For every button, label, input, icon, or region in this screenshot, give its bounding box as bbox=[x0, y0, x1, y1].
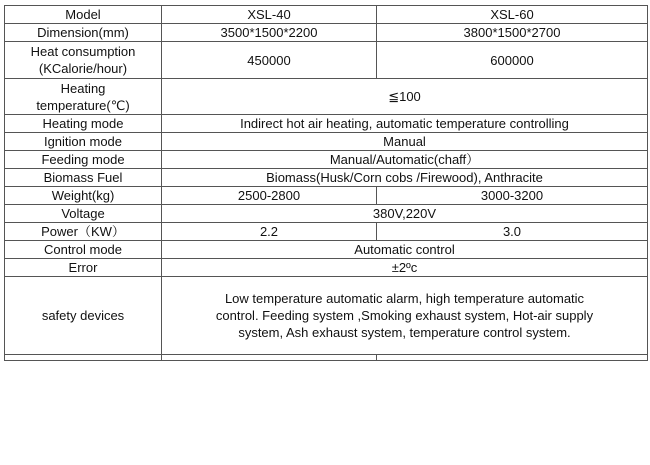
row-label-safety-devices: safety devices bbox=[5, 277, 162, 355]
voltage-value: 380V,220V bbox=[162, 205, 648, 223]
power-a: 2.2 bbox=[162, 223, 377, 241]
row-label-power: Power（KW） bbox=[5, 223, 162, 241]
row-label-heating-temperature bbox=[5, 79, 162, 115]
heating-mode-value: Indirect hot air heating, automatic temperature controlling bbox=[162, 115, 648, 133]
weight-b: 3000-3200 bbox=[377, 187, 648, 205]
weight-a: 2500-2800 bbox=[162, 187, 377, 205]
table-row-heating-temperature bbox=[5, 79, 648, 115]
row-label-heat-consumption bbox=[5, 42, 162, 79]
spec-table bbox=[4, 5, 648, 361]
safety-devices-line1: Low temperature automatic alarm, high temperature automatic bbox=[224, 291, 585, 306]
error-value: ±2ºc bbox=[162, 259, 648, 277]
row-label-feeding-mode: Feeding mode bbox=[5, 151, 162, 169]
row-label-model: Model bbox=[5, 6, 162, 24]
table-row-ignition-mode bbox=[5, 133, 648, 151]
safety-devices-line3: system, Ash exhaust system, temperature control system. bbox=[238, 325, 571, 340]
heating-temperature-value: ≦100 bbox=[162, 79, 648, 115]
ignition-mode-value: Manual bbox=[162, 133, 648, 151]
row-label-error: Error bbox=[5, 259, 162, 277]
table-row-power bbox=[5, 223, 648, 241]
table-row-model bbox=[5, 6, 648, 24]
row-label-control-mode: Control mode bbox=[5, 241, 162, 259]
dimension-b: 3800*1500*2700 bbox=[377, 24, 648, 42]
row-label-biomass-fuel: Biomass Fuel bbox=[5, 169, 162, 187]
control-mode-value: Automatic control bbox=[162, 241, 648, 259]
biomass-fuel-value: Biomass(Husk/Corn cobs /Firewood), Anthracite bbox=[162, 169, 648, 187]
table-row-biomass-fuel bbox=[5, 169, 648, 187]
row-label-heating-mode: Heating mode bbox=[5, 115, 162, 133]
feeding-mode-value: Manual/Automatic(chaff） bbox=[162, 151, 648, 169]
empty-cell-1 bbox=[5, 355, 162, 361]
heating-temperature-label-line1: Heating bbox=[60, 80, 106, 96]
safety-devices-line2: control. Feeding system ,Smoking exhaust system, Hot-air supply bbox=[215, 308, 594, 323]
heat-consumption-label-line1: Heat consumption bbox=[30, 44, 136, 59]
table-row-weight bbox=[5, 187, 648, 205]
safety-devices-value bbox=[162, 277, 648, 355]
heating-temperature-label-line2: temperature(℃) bbox=[36, 97, 130, 113]
table-row-heat-consumption bbox=[5, 42, 648, 79]
table-row-empty bbox=[5, 355, 648, 361]
heat-consumption-a: 450000 bbox=[162, 42, 377, 79]
table-row-heating-mode bbox=[5, 115, 648, 133]
table-row-control-mode bbox=[5, 241, 648, 259]
table-row-voltage bbox=[5, 205, 648, 223]
dimension-a: 3500*1500*2200 bbox=[162, 24, 377, 42]
model-b-name: XSL-60 bbox=[377, 6, 648, 24]
row-label-dimension: Dimension(mm) bbox=[5, 24, 162, 42]
empty-cell-2 bbox=[162, 355, 377, 361]
table-row-feeding-mode bbox=[5, 151, 648, 169]
row-label-voltage: Voltage bbox=[5, 205, 162, 223]
row-label-weight: Weight(kg) bbox=[5, 187, 162, 205]
row-label-ignition-mode: Ignition mode bbox=[5, 133, 162, 151]
heat-consumption-b: 600000 bbox=[377, 42, 648, 79]
table-row-error bbox=[5, 259, 648, 277]
table-row-dimension bbox=[5, 24, 648, 42]
heat-consumption-label-line2: (KCalorie/hour) bbox=[38, 61, 128, 76]
power-b: 3.0 bbox=[377, 223, 648, 241]
model-a-name: XSL-40 bbox=[162, 6, 377, 24]
table-row-safety-devices bbox=[5, 277, 648, 355]
empty-cell-3 bbox=[377, 355, 648, 361]
